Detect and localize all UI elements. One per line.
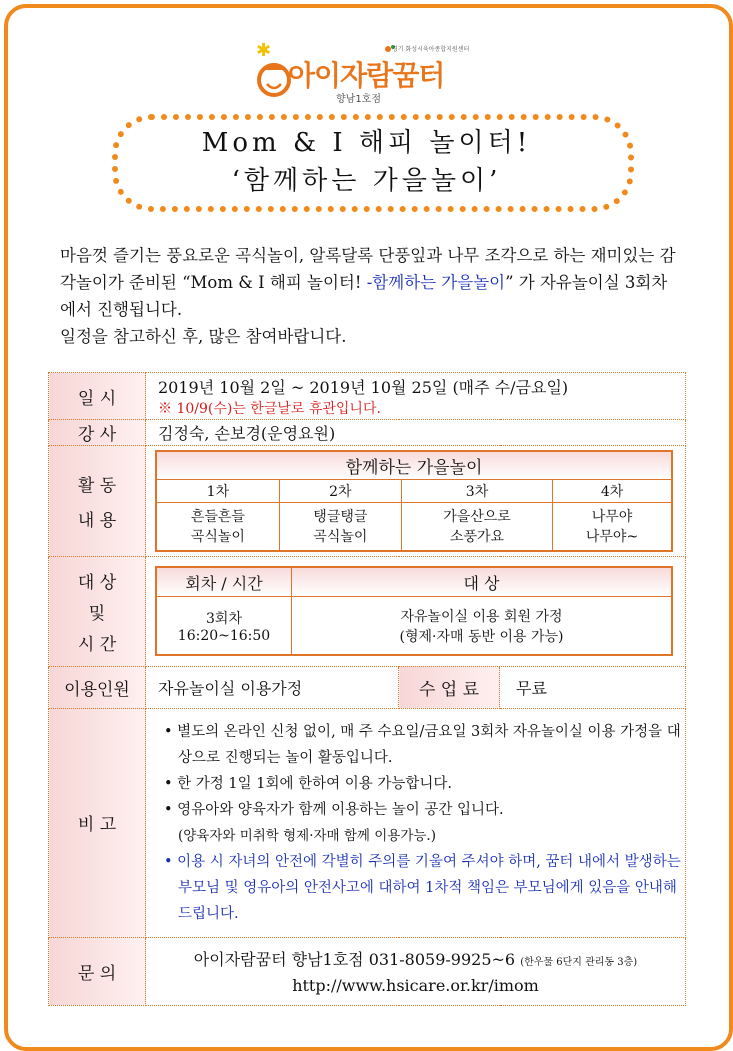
intro-part1: 마음껏 즐기는 풍요로운 곡식놀이, 알록달록 단풍잎과 나무 조각으로 하는 재미있는 감각놀이가 준비된 “Mom & I 해피 놀이터! [60, 246, 676, 292]
fee-label: 수 업 료 [399, 666, 500, 708]
intro-text [60, 242, 680, 350]
notes-list [146, 709, 685, 937]
logo-name: 아이자람꿈터 [288, 59, 445, 92]
teacher-label: 강 사 [49, 420, 146, 446]
activity-label-line1: 활 동 [77, 475, 117, 496]
target-label-line3: 시 간 [77, 634, 117, 655]
contact-main: 아이자람꿈터 향남1호점 031-8059-9925~6 (한우물 6단지 관리동 3층) [193, 950, 638, 969]
intro-highlight: -함께하는 가을놀이 [366, 273, 506, 292]
target-desc2: (형제·자매 동반 이용 가능) [399, 628, 564, 645]
target-label-line2: 및 [88, 603, 106, 624]
activity-round: 1차 [156, 480, 279, 503]
users-value: 자유놀이실 이용가정 [146, 666, 399, 708]
target-table [155, 566, 673, 656]
logo-branch: 향남1호점 [336, 94, 382, 105]
logo-org-text: 경기 화성시육아종합지원센터 [392, 46, 470, 53]
teacher-value: 김정숙, 손보경(운영요원) [146, 420, 686, 446]
note-item: • 한 가정 1일 1회에 한하여 이용 가능합니다. [164, 775, 452, 792]
target-time: 16:20~16:50 [177, 627, 271, 644]
activity-item: 나무야 나무야~ [553, 503, 672, 551]
date-label: 일 시 [49, 373, 146, 420]
note-sub: (양육자와 미취학 형제·자매 함께 이용가능.) [178, 827, 436, 844]
note-item-safety: • 이용 시 자녀의 안전에 각별히 주의를 기울여 주셔야 하며, 꿈터 내에서 발생하는 부모님 및 영유아의 안전사고에 대하여 1차적 책임은 부모님에게 있음을 안내해 드립니다. [164, 853, 681, 922]
info-table [48, 372, 686, 1006]
fee-value: 무료 [500, 666, 686, 708]
note-item: • 별도의 온라인 신청 없이, 매 주 수요일/금요일 3회차 자유놀이실 이용 가정을 대상으로 진행되는 놀이 활동입니다. [164, 723, 681, 766]
target-desc1: 자유놀이실 이용 회원 가정 [400, 608, 563, 625]
date-note: ※ 10/9(수)는 한글날로 휴관입니다. [158, 400, 381, 417]
activity-label-line2: 내 용 [77, 510, 117, 531]
contact-address: (한우물 6단지 관리동 3층) [520, 957, 638, 968]
intro-part3: ” 가 자유놀이실 3회차에서 진행됩니다. [60, 273, 668, 319]
target-label [49, 556, 146, 666]
note-item: • 영유아와 양육자가 함께 이용하는 놀이 공간 입니다. (양육자와 미취학 형제·자매 함께 이용가능.) [164, 801, 504, 844]
activity-round: 4차 [553, 480, 672, 503]
activity-label [49, 446, 146, 557]
activity-table [155, 450, 673, 552]
activity-round: 2차 [279, 480, 401, 503]
notes-label: 비 고 [49, 708, 146, 937]
target-label-line1: 대 상 [77, 572, 117, 593]
activity-item: 가을산으로 소풍가요 [401, 503, 552, 551]
activity-item: 흔들흔들 곡식놀이 [156, 503, 279, 551]
activity-round: 3차 [401, 480, 552, 503]
target-header-target: 대 상 [292, 567, 673, 597]
svg-text:✱: ✱ [256, 40, 272, 61]
title-line1: Mom & I 해피 놀이터! [201, 128, 532, 158]
users-label: 이용인원 [49, 666, 146, 708]
activity-title: 함께하는 가을놀이 [156, 451, 672, 480]
target-time-cell [156, 597, 292, 655]
intro-request: 일정을 참고하신 후, 많은 참여바랍니다. [60, 327, 347, 346]
title-line2: ‘함께하는 가을놀이’ [231, 166, 502, 196]
contact-url[interactable]: http://www.hsicare.or.kr/imom [292, 976, 539, 995]
target-desc-cell [292, 597, 673, 655]
target-header-time: 회차 / 시간 [156, 567, 292, 597]
activity-item: 탱글탱글 곡식놀이 [279, 503, 401, 551]
target-round: 3회차 [206, 610, 242, 627]
date-value: 2019년 10월 2일 ~ 2019년 10월 25일 (매주 수/금요일) [158, 377, 569, 397]
contact-label: 문 의 [49, 937, 146, 1005]
